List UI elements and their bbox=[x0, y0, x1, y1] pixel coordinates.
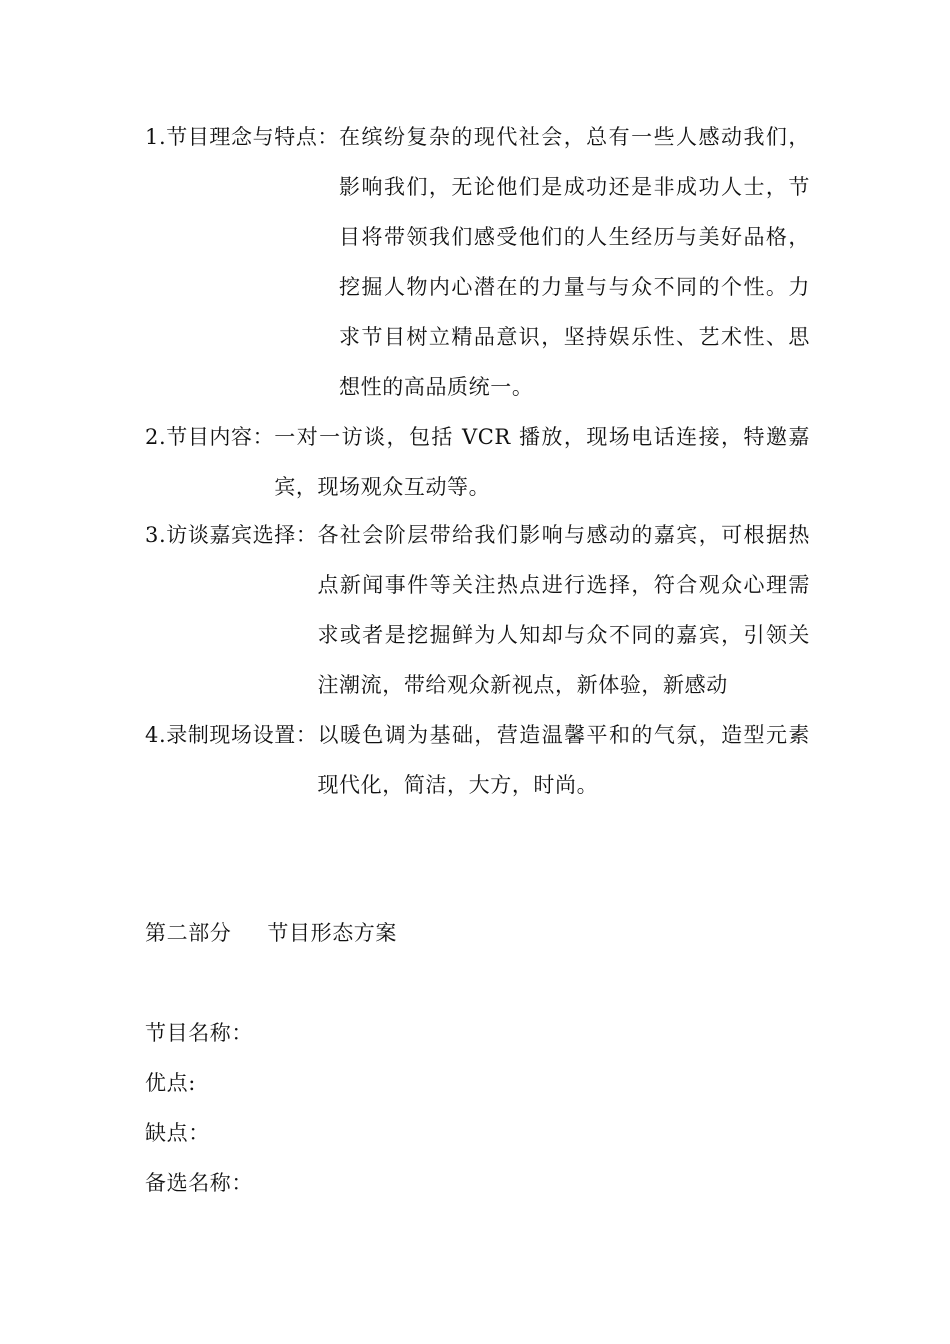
item-text: 以暖色调为基础，营造温馨平和的气氛，造型元素现代化，简洁，大方，时尚。 bbox=[317, 723, 810, 797]
section-part: 第二部分 bbox=[145, 921, 232, 945]
program-name-field: 节目名称： bbox=[145, 1021, 253, 1045]
guest-selection-item bbox=[145, 510, 810, 710]
item-label: 3.访谈嘉宾选择： bbox=[145, 523, 318, 547]
item-text: 在缤纷复杂的现代社会，总有一些人感动我们，影响我们，无论他们是成功还是非成功人士，节目将带领我们感受他们的人生经历与美好品格，挖掘人物内心潜在的力量与与众不同的个性。力求节目树立精品意识，坚持娱乐性、艺术性、思想性的高品质统一。 bbox=[339, 125, 810, 399]
item-label: 1.节目理念与特点： bbox=[145, 125, 340, 149]
item-label: 2.节目内容： bbox=[145, 425, 275, 449]
program-content-item bbox=[145, 412, 810, 512]
item-text: 一对一访谈，包括 VCR 播放，现场电话连接，特邀嘉宾，现场观众互动等。 bbox=[274, 425, 810, 499]
cons-field: 缺点： bbox=[145, 1121, 210, 1145]
item-text: 各社会阶层带给我们影响与感动的嘉宾，可根据热点新闻事件等关注热点进行选择，符合观众心理需求或者是挖掘鲜为人知却与众不同的嘉宾，引领关注潮流，带给观众新视点，新体验，新感动 bbox=[317, 523, 810, 697]
section-title: 节目形态方案 bbox=[267, 921, 398, 945]
item-label: 4.录制现场设置： bbox=[145, 723, 318, 747]
pros-field: 优点: bbox=[145, 1071, 196, 1095]
program-concept-item bbox=[145, 112, 810, 412]
alternate-name-field: 备选名称： bbox=[145, 1171, 253, 1195]
section-heading bbox=[145, 908, 397, 958]
studio-setup-item bbox=[145, 710, 810, 810]
